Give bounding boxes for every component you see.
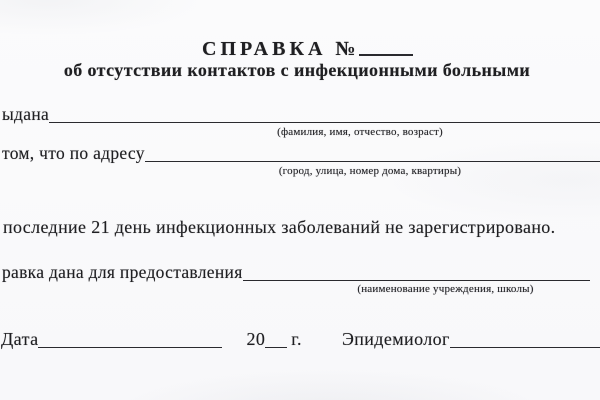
address-caption: (город, улица, номер дома, квартиры) bbox=[278, 165, 462, 177]
certificate-subtitle: об отсутствии контактов с инфекционными больными bbox=[63, 60, 531, 80]
purpose-label: равка дана для предоставления bbox=[2, 262, 243, 282]
purpose-row bbox=[2, 262, 590, 283]
footer-row bbox=[1, 329, 600, 350]
statement-text: последние 21 день инфекционных заболеваний не зарегистрировано. bbox=[3, 217, 556, 237]
issued-to-blank bbox=[49, 122, 600, 123]
certificate-number-blank bbox=[359, 54, 413, 56]
year-blank bbox=[265, 347, 287, 348]
issued-to-caption: (фамилия, имя, отчество, возраст) bbox=[277, 126, 443, 138]
issued-to-label: ыдана bbox=[2, 104, 50, 124]
certificate-title: СПРАВКА № bbox=[202, 39, 360, 59]
address-label: том, что по адресу bbox=[2, 143, 145, 163]
year-suffix: г. bbox=[291, 329, 302, 349]
year-prefix: 20 bbox=[246, 329, 266, 349]
certificate-title-row bbox=[202, 39, 600, 59]
address-blank bbox=[145, 161, 600, 162]
issued-to-row bbox=[2, 104, 600, 125]
purpose-blank bbox=[243, 280, 590, 281]
date-blank bbox=[38, 347, 222, 348]
epidemiologist-signature-blank bbox=[450, 347, 600, 348]
purpose-caption: (наименование учреждения, школы) bbox=[357, 283, 534, 295]
date-label: Дата bbox=[1, 329, 39, 349]
epidemiologist-label: Эпидемиолог bbox=[341, 329, 450, 349]
address-row bbox=[2, 143, 600, 164]
